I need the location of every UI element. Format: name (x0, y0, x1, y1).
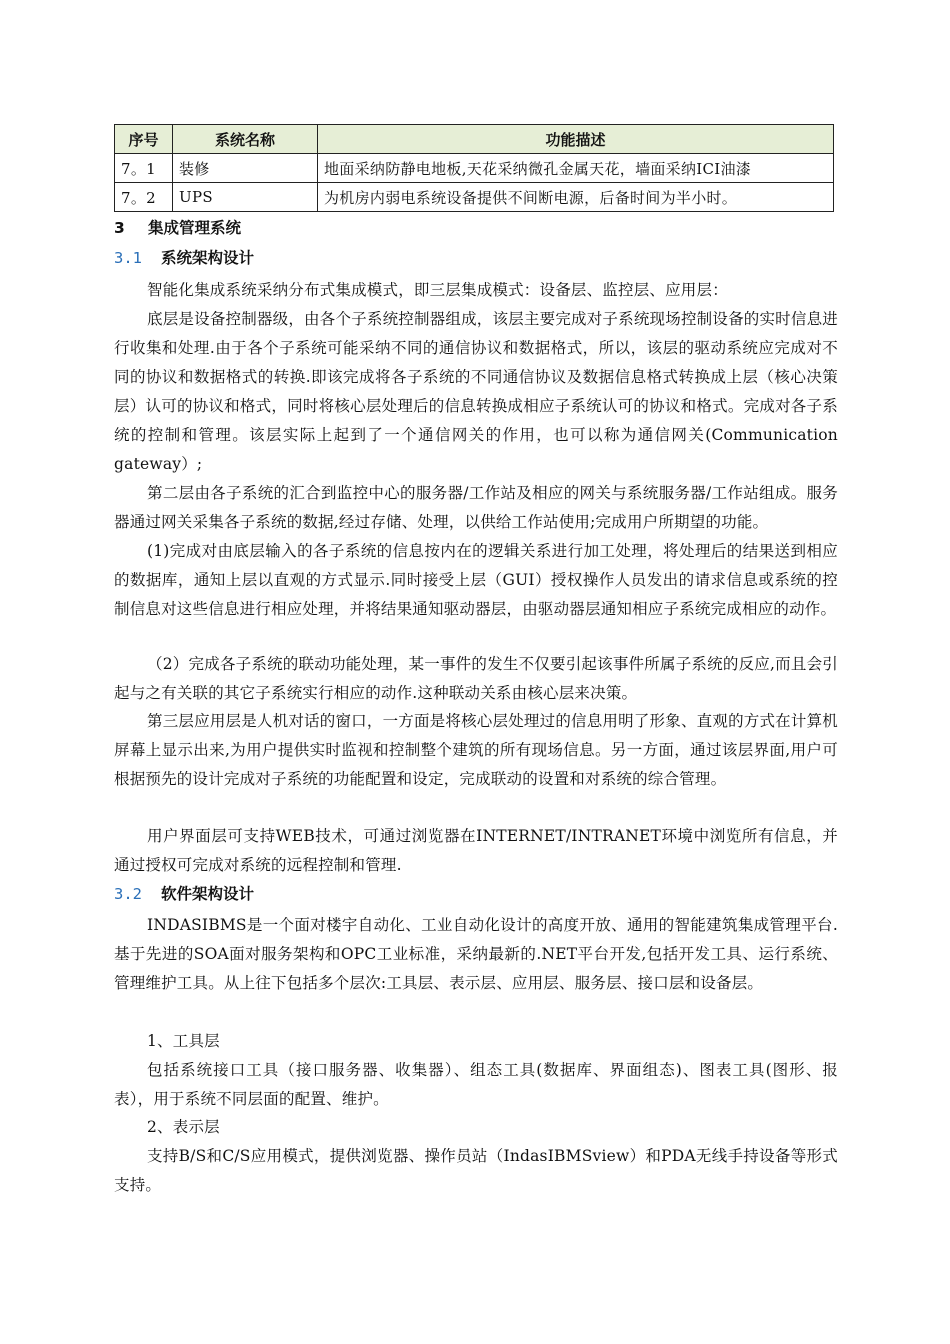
section-title: 软件架构设计 (161, 885, 255, 903)
paragraph: 第三层应用层是人机对话的窗口，一方面是将核心层处理过的信息用明了形象、直观的方式在计算机屏幕上显示出来,为用户提供实时监视和控制整个建筑的所有现场信息。另一方面，通过该层界面,用户可根据预先的设计完成对子系统的功能配置和设定，完成联动的设置和对系统的综合管理。 (114, 712, 838, 788)
cell-index: 7。2 (115, 183, 173, 212)
section-title: 集成管理系统 (148, 219, 242, 237)
col-header-name: 系统名称 (173, 125, 318, 154)
paragraph: 支持B/S和C/S应用模式，提供浏览器、操作员站（IndasIBMSview）和PDA无线手持设备等形式支持。 (114, 1147, 838, 1194)
section-heading-3-2 (114, 882, 254, 904)
section-number: 3.1 (114, 249, 142, 267)
system-table (114, 124, 834, 212)
cell-name: 装修 (173, 154, 318, 183)
section-title: 系统架构设计 (161, 249, 255, 267)
table-row (115, 183, 834, 212)
col-header-desc: 功能描述 (318, 125, 834, 154)
section-heading-3 (114, 216, 241, 238)
cell-desc: 为机房内弱电系统设备提供不间断电源，后备时间为半小时。 (318, 183, 834, 212)
paragraph: 2、表示层 (147, 1118, 220, 1136)
table-row (115, 154, 834, 183)
paragraph: (1)完成对由底层输入的各子系统的信息按内在的逻辑关系进行加工处理，将处理后的结果送到相应的数据库，通知上层以直观的方式显示.同时接受上层（GUI）授权操作人员发出的请求信息或系统的控制信息对这些信息进行相应处理，并将结果通知驱动器层，由驱动器层通知相应子系统完成相应的动作。 (114, 542, 838, 618)
paragraph: INDASIBMS是一个面对楼宇自动化、工业自动化设计的高度开放、通用的智能建筑集成管理平台.基于先进的SOA面对服务架构和OPC工业标准，采纳最新的.NET平台开发,包括开发工具、运行系统、管理维护工具。从上往下包括多个层次:工具层、表示层、应用层、服务层、接口层和设备层。 (114, 916, 838, 992)
paragraph: 第二层由各子系统的汇合到监控中心的服务器/工作站及相应的网关与系统服务器/工作站组成。服务器通过网关采集各子系统的数据,经过存储、处理，以供给工作站使用;完成用户所期望的功能。 (114, 484, 838, 531)
table-header-row (115, 125, 834, 154)
paragraph: 1、工具层 (147, 1032, 220, 1050)
section-number: 3 (114, 219, 125, 237)
paragraph: 包括系统接口工具（接口服务器、收集器）、组态工具(数据库、界面组态)、图表工具(图形、报表），用于系统不同层面的配置、维护。 (114, 1061, 838, 1108)
paragraph: 智能化集成系统采纳分布式集成模式，即三层集成模式：设备层、监控层、应用层： (147, 281, 728, 299)
paragraph: 底层是设备控制器级，由各个子系统控制器组成，该层主要完成对子系统现场控制设备的实时信息进行收集和处理.由于各个子系统可能采纳不同的通信协议和数据格式，所以，该层的驱动系统应完成对不同的协议和数据格式的转换.即该完成将各子系统的不同通信协议及数据信息格式转换成上层（核心决策层）认可的协议和格式，同时将核心层处理后的信息转换成相应子系统认可的协议和格式。完成对各子系统的控制和管理。该层实际上起到了一个通信网关的作用，也可以称为通信网关(Communication gateway）; (114, 310, 838, 473)
paragraph: 用户界面层可支持WEB技术，可通过浏览器在INTERNET/INTRANET环境中浏览所有信息，并通过授权可完成对系统的远程控制和管理. (114, 827, 838, 874)
cell-index: 7。1 (115, 154, 173, 183)
section-heading-3-1 (114, 246, 254, 268)
section-number: 3.2 (114, 885, 142, 903)
cell-desc: 地面采纳防静电地板,天花采纳微孔金属天花，墙面采纳ICI油漆 (318, 154, 834, 183)
cell-name: UPS (173, 183, 318, 212)
col-header-index: 序号 (115, 125, 173, 154)
paragraph: （2）完成各子系统的联动功能处理，某一事件的发生不仅要引起该事件所属子系统的反应,而且会引起与之有关联的其它子系统实行相应的动作.这种联动关系由核心层来决策。 (114, 655, 838, 702)
